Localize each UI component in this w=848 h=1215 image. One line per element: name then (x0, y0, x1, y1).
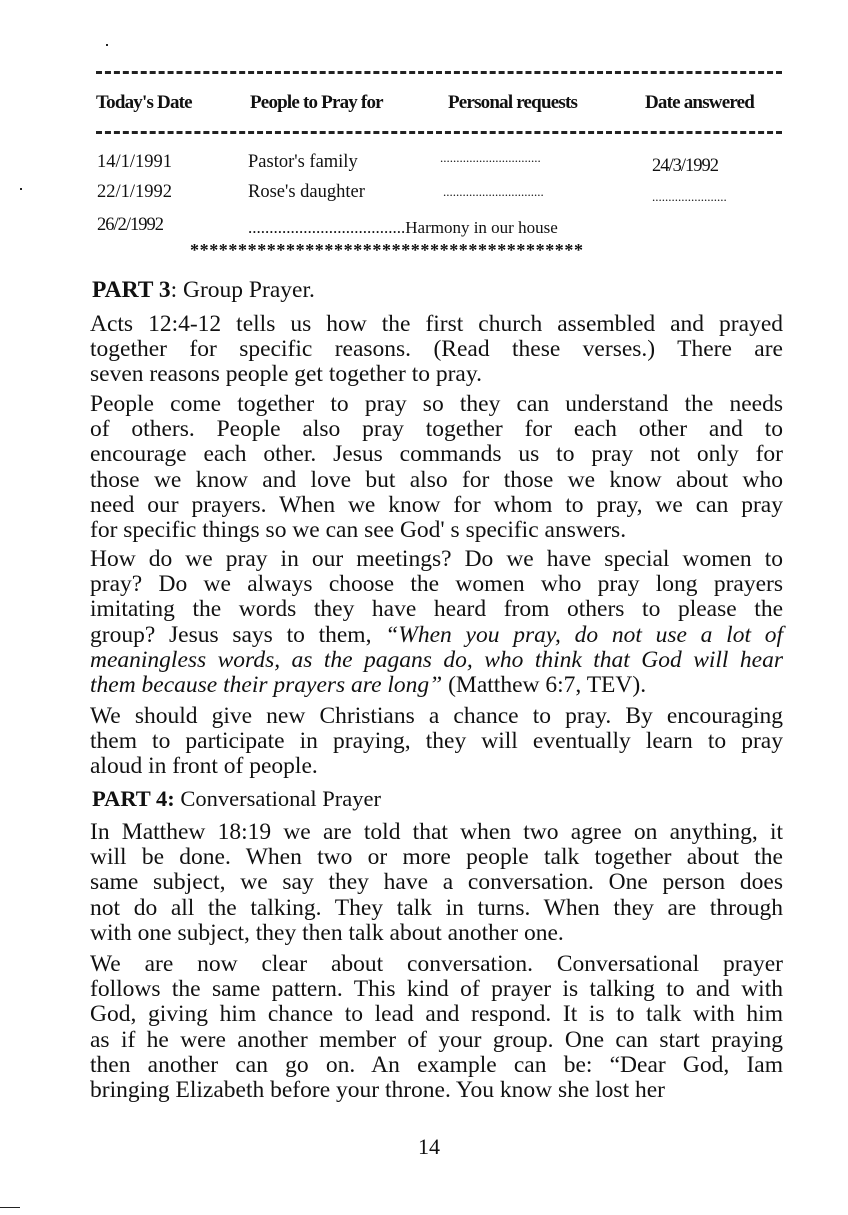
text-segment: with one subject, they then talk about another one. (90, 919, 564, 946)
cell-date: 14/1/1991 (97, 152, 173, 172)
text-segment: not do all the talking. They talk in turns. When they are through (90, 894, 783, 921)
text-line (90, 312, 783, 337)
cell-date: 22/1/1992 (97, 182, 173, 202)
text-line (90, 597, 783, 622)
header-todays-date: Today's Date (96, 92, 192, 113)
page-number: 14 (418, 1134, 440, 1159)
text-segment: as if he were another member of your group. One can start praying (90, 1026, 783, 1053)
header-people-to-pray-for: People to Pray for (250, 92, 383, 113)
text-line (90, 952, 783, 977)
part-4-heading (92, 786, 381, 812)
text-segment: follows the same pattern. This kind of prayer is talking to and with (90, 976, 783, 1003)
part-3-label: PART 3 (92, 277, 171, 303)
text-line (90, 1028, 783, 1053)
text-segment: will be done. When two or more people talk together about the (90, 844, 783, 871)
text-line (90, 468, 783, 493)
text-segment: How do we pray in our meetings? Do we have special women to (90, 546, 783, 572)
text-line (90, 1053, 783, 1078)
text-line (90, 493, 783, 518)
text-segment: of others. People also pray together for each other and to (90, 416, 783, 443)
text-line (90, 623, 783, 648)
text-segment: God, giving him chance to lead and respond. It is to talk with him (90, 1001, 783, 1028)
cell-person: Pastor's family (248, 152, 358, 172)
cell-request: ............................... (443, 184, 544, 199)
text-segment: aloud in front of people. (90, 753, 318, 780)
text-line (90, 754, 783, 779)
text-line (90, 648, 783, 673)
text-line (90, 673, 783, 698)
part-3-heading (92, 277, 315, 304)
italic-quote-segment: them because their prayers are long” (90, 672, 443, 699)
text-line (90, 896, 783, 921)
paragraph (90, 547, 783, 698)
paragraph (90, 312, 783, 388)
text-segment: group? Jesus says to them, (90, 621, 386, 648)
text-line (90, 729, 783, 754)
text-segment: People come together to pray so they can understand the needs (90, 391, 783, 417)
text-segment: together for specific reasons. (Read these verses.) There are (90, 336, 783, 363)
italic-quote-segment: meaningless words, as the pagans do, who think that God will hear (90, 646, 783, 673)
text-segment: them to participate in praying, they will eventually learn to pray (90, 728, 783, 755)
cell-person: Rose's daughter (248, 182, 365, 202)
text-line (90, 417, 783, 442)
cell-date: 26/2/1992 (97, 215, 164, 235)
text-line (90, 362, 783, 387)
text-segment: pray? Do we always choose the women who pray long prayers (90, 571, 783, 598)
text-line (90, 870, 783, 895)
text-segment: In Matthew 18:19 we are told that when two agree on anything, it (90, 819, 783, 845)
paragraph (90, 704, 783, 780)
table-header-divider (96, 131, 782, 134)
part-3-title: : Group Prayer. (170, 277, 315, 303)
text-segment: We are now clear about conversation. Conversational prayer (90, 951, 783, 977)
text-line (90, 1078, 783, 1103)
italic-quote-segment: “When you pray, do not use a lot of (385, 621, 783, 648)
paragraph (90, 952, 783, 1103)
scan-speck (106, 44, 108, 46)
paragraph (90, 392, 783, 543)
scan-mark (0, 1207, 20, 1208)
header-personal-requests: Personal requests (448, 92, 578, 113)
text-line (90, 442, 783, 467)
text-line (90, 547, 783, 572)
text-segment: for specific things so we can see God' s specific answers. (90, 517, 627, 544)
text-line (90, 977, 783, 1002)
text-line (90, 572, 783, 597)
text-line (90, 845, 783, 870)
table-end-stars: ***************************************** (190, 240, 584, 260)
table-top-divider (96, 71, 782, 74)
text-segment: seven reasons people get together to pray. (90, 361, 482, 388)
text-segment: Acts 12:4-12 tells us how the first church assembled and prayed (90, 311, 783, 337)
text-line (90, 820, 783, 845)
text-segment: encourage each other. Jesus commands us to pray not only for (90, 441, 783, 468)
text-line (90, 921, 783, 946)
text-line (90, 1002, 783, 1027)
cell-request: ............................... (440, 150, 541, 165)
scan-speck (20, 188, 22, 190)
text-line (90, 704, 783, 729)
text-line (90, 337, 783, 362)
header-date-answered: Date answered (645, 92, 755, 113)
text-segment: then another can go on. An example can be: “Dear God, Iam (90, 1051, 783, 1078)
text-segment: imitating the words they have heard from others to please the (90, 596, 783, 623)
cell-person-request: .....................................Harmony in our house (248, 218, 558, 237)
text-line (90, 392, 783, 417)
text-segment: same subject, we say they have a conversation. One person does (90, 869, 783, 896)
cell-date-answered: ....................... (652, 189, 727, 204)
paragraph (90, 820, 783, 946)
cell-date-answered: 24/3/1992 (652, 156, 719, 176)
part-4-label: PART 4: (92, 786, 175, 811)
text-segment: bringing Elizabeth before your throne. You know she lost her (90, 1077, 665, 1104)
text-segment: need our prayers. When we know for whom to pray, we can pray (90, 491, 783, 518)
part-4-title: Conversational Prayer (174, 786, 381, 811)
text-segment: We should give new Christians a chance to pray. By encouraging (90, 703, 783, 729)
text-segment: (Matthew 6:7, TEV). (442, 672, 647, 699)
text-line (90, 518, 783, 543)
text-segment: those we know and love but also for those we know about who (90, 466, 783, 493)
